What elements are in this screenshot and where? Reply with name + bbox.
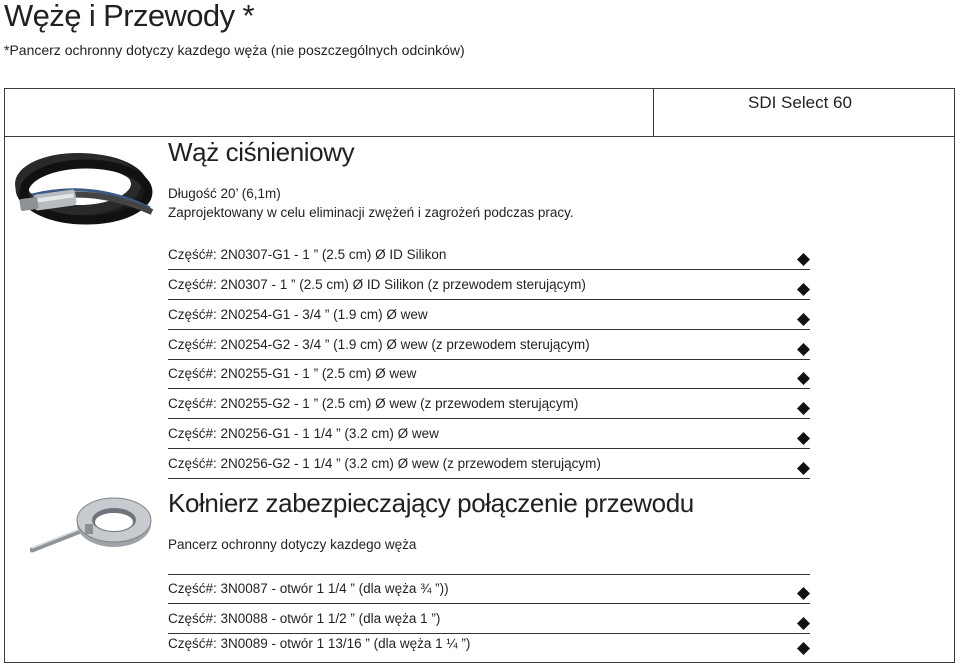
part-row (168, 330, 810, 360)
diamond-bullet-icon (797, 642, 810, 655)
part-row (168, 240, 810, 270)
part-label: Część#: 2N0307 - 1 ” (2.5 cm) Ø ID Silikon (z przewodem sterującym) (168, 277, 586, 292)
diamond-bullet-icon (797, 462, 810, 475)
part-label: Część#: 3N0088 - otwór 1 1/2 ” (dla węża 1 ”) (168, 611, 441, 626)
header-divider (653, 88, 654, 137)
part-label: Część#: 3N0087 - otwór 1 1/4 ” (dla węża ¾ ”)) (168, 581, 449, 596)
diamond-bullet-icon (797, 343, 810, 356)
part-label: Część#: 2N0254-G1 - 3/4 ” (1.9 cm) Ø wew (168, 307, 428, 322)
collar-title: Kołnierz zabezpieczający połączenie przewodu (168, 488, 694, 518)
part-label: Część#: 2N0256-G2 - 1 1/4 ” (3.2 cm) Ø wew (z przewodem sterującym) (168, 456, 601, 471)
diamond-bullet-icon (797, 432, 810, 445)
diamond-bullet-icon (797, 313, 810, 326)
row-divider (168, 478, 810, 479)
collar-description: Pancerz ochronny dotyczy kazdego węża (168, 537, 417, 552)
hose-length: Długość 20’ (6,1m) (168, 186, 281, 201)
part-row (168, 270, 810, 300)
part-label: Część#: 2N0255-G2 - 1 ” (2.5 cm) Ø wew (z przewodem sterującym) (168, 396, 579, 411)
part-label: Część#: 2N0254-G2 - 3/4 ” (1.9 cm) Ø wew (z przewodem sterującym) (168, 337, 590, 352)
diamond-bullet-icon (797, 587, 810, 600)
part-row (168, 604, 810, 634)
diamond-bullet-icon (797, 372, 810, 385)
part-row (168, 449, 810, 479)
part-row (168, 419, 810, 449)
part-label: Część#: 3N0089 - otwór 1 13/16 ” (dla węża 1 ¼ ”) (168, 636, 471, 651)
page-subtitle: *Pancerz ochronny dotyczy kazdego węża (nie poszczególnych odcinków) (4, 42, 465, 58)
part-row (168, 389, 810, 419)
page-title: Wężę i Przewody * (4, 0, 254, 33)
part-row (168, 300, 810, 330)
header-rule (4, 136, 955, 137)
model-name: SDI Select 60 (748, 93, 852, 112)
hose-title: Wąż ciśnieniowy (168, 137, 355, 167)
part-label: Część#: 2N0256-G1 - 1 1/4 ” (3.2 cm) Ø wew (168, 426, 439, 441)
part-label: Część#: 2N0255-G1 - 1 ” (2.5 cm) Ø wew (168, 366, 417, 381)
part-row (168, 359, 810, 389)
diamond-bullet-icon (797, 283, 810, 296)
diamond-bullet-icon (797, 253, 810, 266)
hose-collar-image (30, 488, 155, 566)
part-row (168, 631, 810, 659)
pressure-hose-image (12, 140, 162, 240)
part-row (168, 574, 810, 604)
hose-description: Zaprojektowany w celu eliminacji zwężeń i zagrożeń podczas pracy. (168, 205, 574, 220)
part-label: Część#: 2N0307-G1 - 1 ” (2.5 cm) Ø ID Silikon (168, 247, 447, 262)
diamond-bullet-icon (797, 402, 810, 415)
diamond-bullet-icon (797, 617, 810, 630)
